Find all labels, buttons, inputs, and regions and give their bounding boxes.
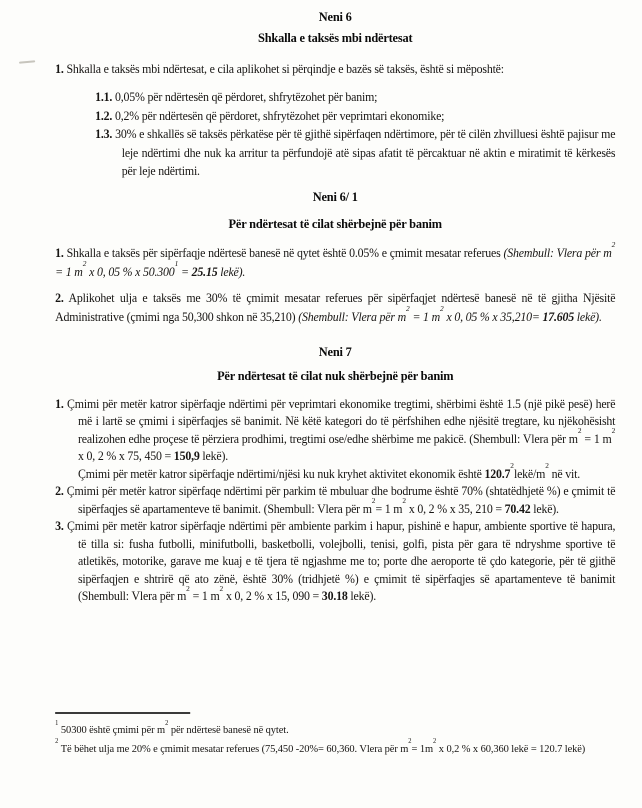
superscript-m2: 2 bbox=[611, 426, 616, 436]
neni7-list bbox=[55, 396, 615, 606]
paragraph-number: 1. bbox=[55, 62, 64, 76]
item-text: lekë). bbox=[530, 501, 559, 516]
item-text: = 1 m bbox=[189, 589, 220, 603]
superscript-m2: 2 bbox=[371, 496, 376, 506]
item-text: në vit. bbox=[548, 466, 581, 481]
example-result: 150,9 bbox=[173, 449, 200, 463]
superscript-m2: 2 bbox=[545, 461, 549, 471]
superscript-m2: 2 bbox=[405, 304, 410, 314]
neni7-item-3 bbox=[55, 518, 615, 606]
item-text: = 1 m bbox=[581, 431, 612, 446]
list-item-1-3 bbox=[55, 125, 615, 181]
footnote-text: Të bëhet ulja me 20% e çmimit mesatar referues (75,450 -20%= 60,360. Vlera për m bbox=[58, 742, 409, 755]
example-text: x 0, 05 % x 35,210= bbox=[443, 309, 543, 324]
footnote-ref-1: 1 bbox=[174, 259, 179, 269]
superscript-m2: 2 bbox=[82, 259, 87, 269]
neni6-intro-paragraph bbox=[55, 60, 615, 79]
item-text: Çmimi për metër katror sipërfaqje ndërtimi/njësi ku nuk kryhet aktivitet ekonomik është bbox=[77, 466, 485, 481]
neni6-1-title: Neni 6/ 1 bbox=[312, 188, 358, 204]
neni6-sublist bbox=[55, 88, 615, 181]
superscript-m2: 2 bbox=[439, 304, 444, 314]
item-text: 0,05% për ndërtesën që përdoret, shfrytëzohet për banim; bbox=[114, 90, 378, 104]
footnote-text: 50300 është çmimi për m bbox=[58, 724, 166, 736]
neni6-subtitle: Shkalla e taksës mbi ndërtesat bbox=[258, 30, 413, 45]
footnote-marker: 1 bbox=[55, 719, 59, 727]
item-text: x 0, 2 % x 35, 210 = bbox=[406, 501, 505, 516]
paragraph-number: 1. bbox=[55, 245, 64, 260]
example-text: = bbox=[178, 264, 192, 279]
footnote-text: për ndërtesë banesë në qytet. bbox=[168, 724, 289, 736]
footnote-ref-2: 2 bbox=[510, 461, 514, 471]
item-text: x 0, 2 % x 15, 090 = bbox=[223, 589, 322, 603]
footnote-marker: 2 bbox=[55, 738, 59, 746]
footnote-2 bbox=[55, 740, 615, 759]
example-text: lekë). bbox=[217, 264, 246, 279]
item-text: lekë/m bbox=[513, 466, 546, 481]
item-number: 1.2. bbox=[95, 108, 113, 123]
list-item-1-1 bbox=[55, 88, 615, 107]
example-result: 17.605 bbox=[542, 309, 575, 324]
item-text: lekë). bbox=[199, 449, 229, 463]
item-text: lekë). bbox=[347, 589, 377, 603]
example-result: 70.42 bbox=[504, 501, 531, 516]
item-text: Çmimi për metër katror sipërfaqje ndërtimi për ambiente parkim i hapur, pishinë e hapur, ambiente sportive të hapura, të tilla si: fusha futbolli, minifutbolli, basketbolli, volejbolli, tenisi, golfi, pista për gara të ndryshme sportive të atletikës, motorike, garave me kuaj e të tjera të ngjashme me to; porte dhe aeroporte të çdo kategorie, për të gjithë sipërfaqjen e shtrirë që ato zënë, është 30% (tridhjetë %) e çmimit të sipërfaqjes së apartamenteve të banimit (Shembull: Vlera për m bbox=[67, 519, 616, 603]
paragraph-text: Shkalla e taksës mbi ndërtesat, e cila aplikohet si përqindje e bazës së taksës, është si mëposhtë: bbox=[66, 62, 504, 76]
superscript-m2: 2 bbox=[433, 738, 437, 746]
item-number: 1.1. bbox=[95, 90, 113, 104]
item-number: 1. bbox=[55, 396, 64, 411]
superscript-m2: 2 bbox=[611, 240, 616, 250]
neni7-subtitle: Për ndërtesat të cilat nuk shërbejnë për banim bbox=[217, 367, 454, 383]
paragraph-text: Aplikohet ulja e taksës me 30% të çmimit mesatar referues për sipërfaqjet ndërtesë banesë në të gjitha Njësitë Administrative (çmimi nga 50,300 shkon në 35,210) bbox=[55, 290, 616, 324]
neni7-item-1 bbox=[55, 396, 615, 484]
item-text: x 0, 2 % x 75, 450 = bbox=[77, 449, 174, 463]
item-text: 0,2% për ndërtesën që përdoret, shfrytëzohet për veprimtari ekonomike; bbox=[114, 108, 445, 123]
item-number: 3. bbox=[55, 519, 64, 533]
neni7-item-2 bbox=[55, 483, 615, 518]
paragraph-number: 2. bbox=[55, 290, 64, 305]
paragraph-text: Shkalla e taksës për sipërfaqje ndërtesë banesë në qytet është 0.05% e çmimit mesatar referues bbox=[66, 245, 504, 260]
neni6-title: Neni 6 bbox=[318, 9, 352, 24]
scan-artifact-mark bbox=[19, 60, 35, 63]
item-number: 1.3. bbox=[95, 127, 113, 141]
example-result: 30.18 bbox=[321, 589, 348, 603]
example-run bbox=[298, 304, 602, 324]
example-text: = 1 m bbox=[55, 264, 83, 279]
superscript-m2: 2 bbox=[186, 583, 190, 593]
example-text: (Shembull: Vlera për m bbox=[298, 309, 406, 324]
superscript-m2: 2 bbox=[577, 426, 582, 436]
superscript-m2: 2 bbox=[408, 738, 412, 746]
neni6-1-subtitle: Për ndërtesat të cilat shërbejnë për banim bbox=[228, 215, 442, 231]
neni7-title: Neni 7 bbox=[318, 343, 352, 359]
item-text: Çmimi për metër katror sipërfaqje ndërtimi për veprimtari ekonomike tregtimi, shërbimi është 1.5 (një pikë pesë) herë më i lartë se çmimi i sipërfaqjes së banimit. Në këtë kategori do të përfshihen edhe njësitë tregtare, ku njëkohësisht realizohen edhe proçese të përziera prodhimi, tregtimi ose/edhe shërbime me pakicë. (Shembull: Vlera për m bbox=[67, 396, 616, 446]
footnote-rule bbox=[55, 712, 190, 714]
superscript-m2: 2 bbox=[219, 583, 224, 593]
example-text: lekë). bbox=[574, 309, 602, 324]
item-text: = 1 m bbox=[375, 501, 403, 516]
footnote-text: x 0,2 % x 60,360 lekë = 120.7 lekë) bbox=[436, 742, 586, 755]
example-result: 25.15 bbox=[191, 264, 218, 279]
neni6-1-paragraph-1 bbox=[55, 240, 616, 282]
footnote-text: = 1m bbox=[411, 742, 434, 755]
example-text: (Shembull: Vlera për m bbox=[503, 245, 612, 260]
neni6-1-paragraph-2 bbox=[55, 289, 615, 327]
list-item-1-2 bbox=[55, 107, 615, 126]
item-number: 2. bbox=[55, 484, 64, 498]
price-value: 120.7 bbox=[484, 466, 511, 481]
footnotes-section bbox=[55, 712, 615, 758]
superscript-m2: 2 bbox=[402, 496, 407, 506]
neni7-item-1-continuation bbox=[77, 461, 615, 484]
item-text: 30% e shkallës së taksës përkatëse për të gjithë sipërfaqen ndërtimore, për të cilën zhvilluesi është pajisur me leje ndërtimi dhe nuk ka arritur ta përfundojë atë sipas afatit të përcaktuar në aktin e miratimit të kërkesës për leje ndërtimi. bbox=[115, 127, 616, 178]
example-text: = 1 m bbox=[409, 309, 440, 324]
footnote-1 bbox=[55, 721, 615, 740]
example-text: x 0, 05 % x 50.300 bbox=[86, 264, 175, 279]
superscript-m2: 2 bbox=[165, 719, 169, 727]
item-text: Çmimi për metër katror sipërfaqe ndërtimi për parkim të mbuluar dhe bodrume është 70% (shtatëdhjetë %) e çmimit të sipërfaqjes së apartamenteve të banimit. (Shembull: Vlera për m bbox=[66, 484, 616, 516]
